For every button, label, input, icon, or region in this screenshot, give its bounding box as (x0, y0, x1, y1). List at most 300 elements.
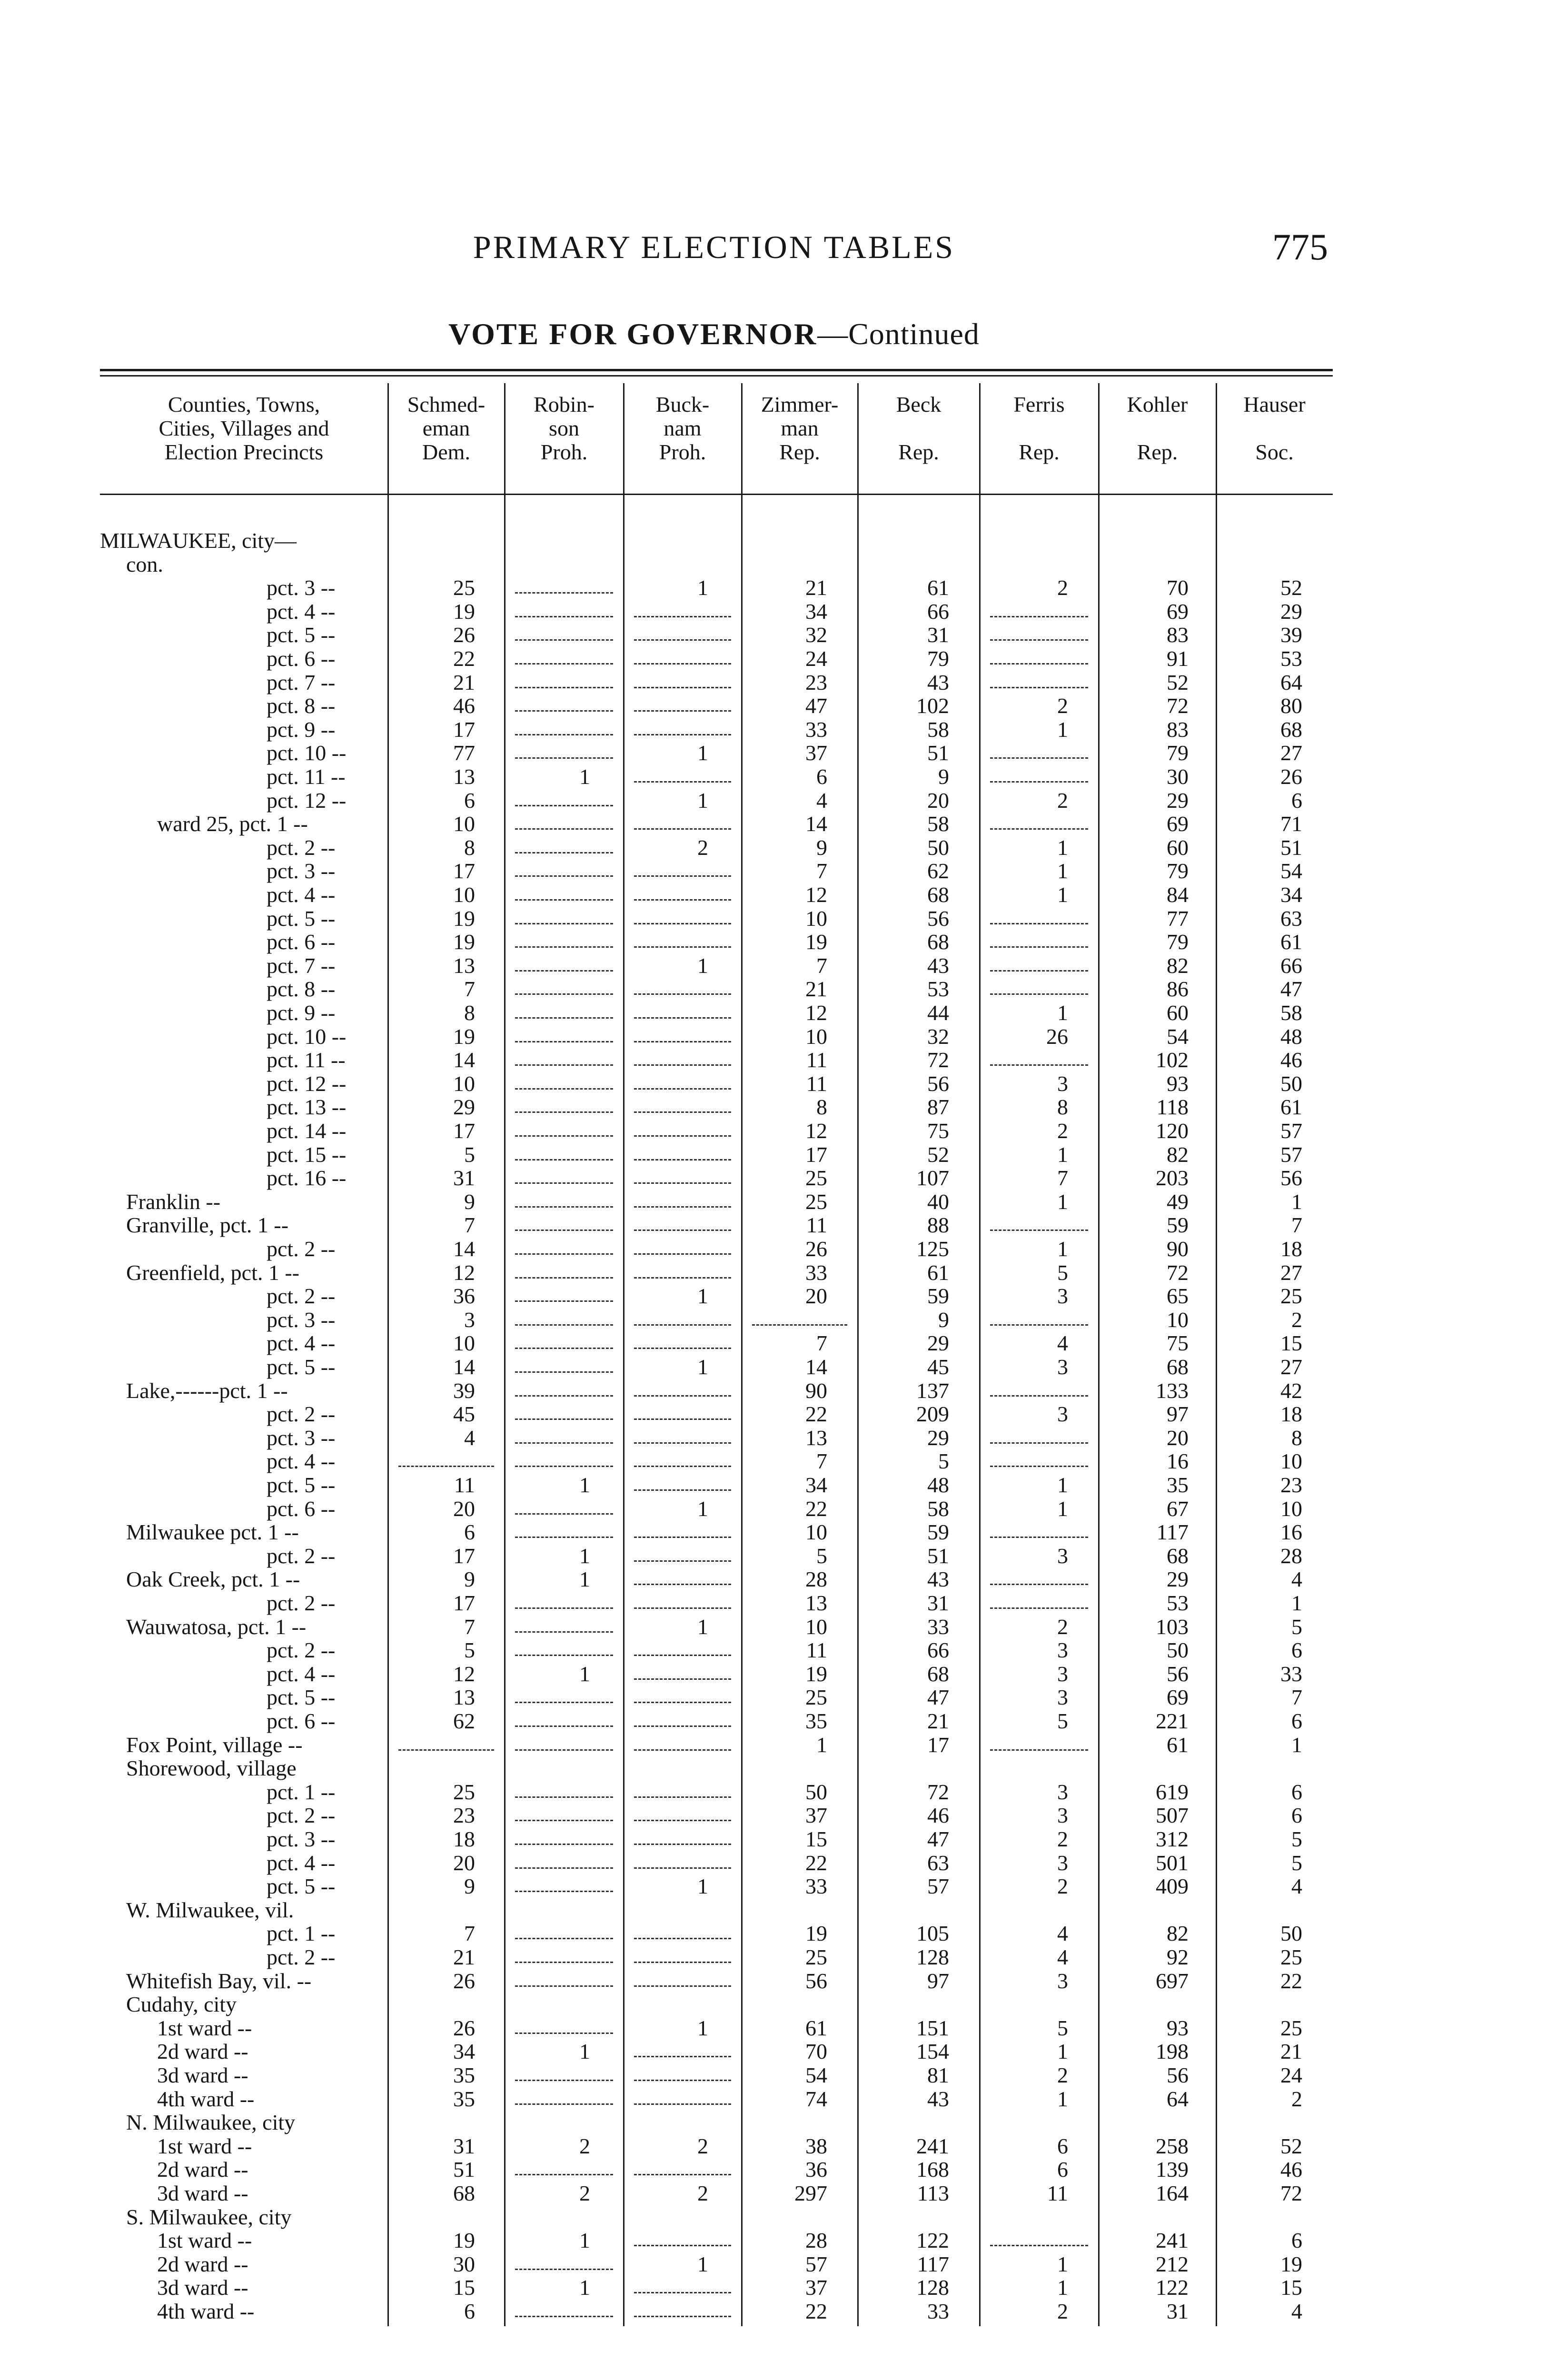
blank-dash (634, 1348, 731, 1349)
vote-count: 9 (938, 1307, 949, 1332)
vote-cell (1216, 1874, 1333, 1898)
vote-cell (388, 741, 505, 765)
blank-dash (515, 1253, 613, 1255)
vote-cell (980, 2063, 1099, 2087)
vote-cell (624, 1355, 742, 1379)
vote-count: 82 (1167, 1142, 1189, 1167)
vote-cell (505, 2229, 624, 2252)
vote-cell (388, 977, 505, 1001)
vote-cell (1216, 765, 1333, 789)
vote-cell (742, 1072, 858, 1096)
vote-count: 107 (916, 1166, 949, 1190)
vote-cell (742, 2063, 858, 2087)
column-rule (1098, 383, 1100, 2326)
blank-dash (515, 1300, 613, 1302)
vote-cell (1099, 1969, 1216, 1993)
header-line: Proh. (540, 440, 588, 464)
vote-cell (388, 2040, 505, 2063)
vote-cell (505, 1284, 624, 1308)
vote-cell (388, 671, 505, 694)
header-line: Counties, Towns, (168, 392, 320, 416)
vote-cell (1216, 2300, 1333, 2323)
vote-count: 1 (697, 575, 708, 600)
vote-count: 2 (697, 835, 708, 860)
precinct-label: pct. 2 -- (267, 835, 336, 860)
vote-cell (1099, 694, 1216, 718)
vote-count: 4 (1057, 1945, 1068, 1969)
header-candidate (388, 393, 505, 464)
vote-count: 58 (927, 812, 949, 836)
table-row (100, 1048, 1333, 1072)
vote-cell (858, 2040, 980, 2063)
vote-cell (1099, 1615, 1216, 1639)
vote-count: 6 (1291, 2228, 1302, 2253)
vote-cell (624, 1025, 742, 1049)
vote-cell (1099, 741, 1216, 765)
vote-cell (388, 1190, 505, 1214)
vote-cell (1099, 1520, 1216, 1544)
vote-cell (742, 718, 858, 742)
vote-cell (1216, 1048, 1333, 1072)
vote-cell (505, 600, 624, 624)
vote-count: 9 (816, 835, 827, 860)
vote-count: 5 (464, 1638, 475, 1663)
vote-cell (1099, 2087, 1216, 2111)
vote-count: 19 (453, 2228, 475, 2253)
blank-dash (634, 1655, 731, 1656)
vote-cell (858, 1449, 980, 1473)
vote-cell (980, 1497, 1099, 1521)
vote-count: 31 (927, 1591, 949, 1615)
vote-cell (505, 836, 624, 860)
vote-count: 34 (805, 1473, 827, 1497)
vote-cell (858, 718, 980, 742)
table-row (100, 1402, 1333, 1426)
vote-cell (742, 907, 858, 931)
vote-cell (1216, 1237, 1333, 1261)
vote-cell (980, 1567, 1099, 1591)
vote-count: 82 (1167, 1921, 1189, 1946)
blank-dash (515, 1985, 613, 1987)
vote-cell (388, 576, 505, 600)
precinct-label: pct. 6 -- (267, 1709, 336, 1733)
precinct-label: pct. 3 -- (267, 1307, 336, 1332)
precinct-label: pct. 4 -- (267, 1449, 336, 1474)
vote-cell (980, 1615, 1099, 1639)
vote-cell (388, 883, 505, 907)
header-line: Cities, Villages and (159, 416, 329, 440)
vote-count: 128 (916, 1945, 949, 1969)
blank-dash (634, 1324, 731, 1326)
vote-count: 22 (805, 1402, 827, 1427)
vote-cell (1099, 930, 1216, 954)
vote-count: 90 (1167, 1237, 1189, 1261)
vote-cell (1216, 1473, 1333, 1497)
vote-cell (624, 1874, 742, 1898)
vote-cell (742, 1355, 858, 1379)
table-row (100, 2276, 1333, 2300)
vote-count: 48 (927, 1473, 949, 1497)
vote-cell (742, 2229, 858, 2252)
vote-cell (980, 1922, 1099, 1945)
vote-count: 47 (927, 1827, 949, 1851)
vote-cell (505, 1804, 624, 1827)
vote-cell (624, 1615, 742, 1639)
vote-cell (1099, 1190, 1216, 1214)
table-row (100, 1945, 1333, 1969)
vote-cell (742, 1497, 858, 1521)
vote-cell (388, 623, 505, 647)
vote-count: 5 (464, 1142, 475, 1167)
vote-cell (858, 789, 980, 813)
blank-dash (634, 663, 731, 664)
vote-cell (624, 1402, 742, 1426)
vote-count: 29 (927, 1425, 949, 1450)
vote-cell (1099, 1072, 1216, 1096)
table-row (100, 1898, 1333, 1922)
blank-dash (634, 710, 731, 712)
vote-cell (1099, 2134, 1216, 2158)
vote-cell (505, 1733, 624, 1757)
blank-dash (634, 1867, 731, 1869)
vote-count: 79 (927, 646, 949, 671)
vote-cell (980, 1780, 1099, 1804)
vote-cell (1216, 1190, 1333, 1214)
precinct-label: Lake,------pct. 1 -- (126, 1378, 288, 1403)
vote-count: 75 (1167, 1331, 1189, 1356)
vote-count: 6 (464, 788, 475, 813)
vote-cell (980, 1379, 1099, 1403)
vote-cell (742, 576, 858, 600)
vote-cell (742, 1709, 858, 1733)
vote-count: 68 (1167, 1543, 1189, 1568)
blank-dash (990, 616, 1088, 617)
table-row (100, 1969, 1333, 1993)
precinct-label: pct. 4 -- (267, 1331, 336, 1356)
header-line: Ferris (1013, 392, 1065, 416)
vote-count: 17 (453, 859, 475, 883)
table-row (100, 859, 1333, 883)
vote-count: 52 (1280, 2133, 1302, 2158)
vote-cell (742, 1662, 858, 1686)
table-row (100, 1497, 1333, 1521)
vote-cell (1099, 2063, 1216, 2087)
precinct-label: pct. 2 -- (267, 1402, 336, 1427)
vote-cell (858, 1355, 980, 1379)
vote-count: 7 (816, 1331, 827, 1356)
vote-cell (388, 1119, 505, 1143)
vote-cell (1216, 977, 1333, 1001)
vote-cell (1099, 812, 1216, 836)
vote-cell (505, 1520, 624, 1544)
vote-cell (1099, 1001, 1216, 1025)
vote-cell (742, 1686, 858, 1709)
vote-cell (858, 836, 980, 860)
vote-cell (980, 859, 1099, 883)
blank-dash (515, 1418, 613, 1420)
vote-count: 90 (805, 1378, 827, 1403)
vote-cell (742, 2252, 858, 2276)
vote-count: 12 (453, 1661, 475, 1686)
vote-count: 35 (805, 1709, 827, 1733)
vote-count: 21 (805, 575, 827, 600)
table-row (100, 1095, 1333, 1119)
vote-cell (624, 1308, 742, 1332)
vote-cell (624, 2016, 742, 2040)
vote-cell (742, 1190, 858, 1214)
vote-cell (388, 1638, 505, 1662)
vote-cell (742, 600, 858, 624)
table-row (100, 529, 1333, 553)
table-row (100, 623, 1333, 647)
vote-count: 33 (805, 717, 827, 742)
precinct-label: pct. 2 -- (267, 1237, 336, 1261)
vote-cell (1099, 977, 1216, 1001)
vote-count: 25 (453, 1779, 475, 1804)
vote-cell (980, 1190, 1099, 1214)
blank-dash (515, 2103, 613, 2105)
vote-cell (742, 1851, 858, 1875)
vote-cell (1216, 1851, 1333, 1875)
vote-cell (1099, 2016, 1216, 2040)
vote-cell (624, 1922, 742, 1945)
vote-cell (1216, 2229, 1333, 2252)
vote-count: 3 (1057, 1638, 1068, 1663)
precinct-label: pct. 12 -- (267, 1071, 347, 1096)
vote-cell (388, 1331, 505, 1355)
header-line (980, 416, 1099, 440)
vote-cell (624, 647, 742, 671)
vote-count: 1 (1057, 2251, 1068, 2276)
vote-cell (858, 1095, 980, 1119)
vote-count: 8 (1291, 1425, 1302, 1450)
precinct-label: 3d ward -- (157, 2275, 248, 2300)
vote-cell (1099, 576, 1216, 600)
vote-count: 53 (1280, 646, 1302, 671)
vote-cell (388, 1308, 505, 1332)
vote-count: 3 (1057, 1071, 1068, 1096)
vote-cell (505, 812, 624, 836)
vote-count: 72 (1167, 694, 1189, 718)
vote-count: 1 (1057, 2086, 1068, 2111)
vote-count: 79 (1167, 859, 1189, 883)
vote-count: 88 (927, 1213, 949, 1238)
vote-count: 21 (805, 977, 827, 1002)
vote-count: 102 (1156, 1048, 1189, 1072)
vote-count: 82 (1167, 953, 1189, 978)
vote-count: 4 (816, 788, 827, 813)
blank-dash (515, 1513, 613, 1515)
vote-count: 69 (1167, 599, 1189, 624)
blank-dash (634, 1962, 731, 1963)
vote-cell (1216, 1261, 1333, 1285)
vote-cell (858, 2276, 980, 2300)
vote-count: 33 (1280, 1661, 1302, 1686)
vote-count: 139 (1156, 2157, 1189, 2182)
vote-count: 2 (1057, 1119, 1068, 1143)
vote-cell (1216, 1567, 1333, 1591)
vote-cell (1216, 1804, 1333, 1827)
vote-count: 17 (453, 1543, 475, 1568)
vote-count: 6 (1057, 2133, 1068, 2158)
vote-cell (388, 694, 505, 718)
vote-cell (1099, 1851, 1216, 1875)
blank-dash (515, 993, 613, 995)
vote-cell (1216, 812, 1333, 836)
vote-cell (505, 694, 624, 718)
vote-count: 10 (453, 812, 475, 836)
vote-cell (980, 954, 1099, 978)
vote-cell (388, 600, 505, 624)
table-row (100, 2300, 1333, 2323)
blank-dash (634, 875, 731, 877)
vote-cell (742, 765, 858, 789)
vote-cell (1099, 836, 1216, 860)
vote-cell (1099, 718, 1216, 742)
vote-cell (505, 1709, 624, 1733)
vote-count: 10 (453, 1331, 475, 1356)
precinct-label: 1st ward -- (157, 2133, 252, 2158)
blank-dash (990, 2245, 1088, 2246)
vote-count: 35 (453, 2086, 475, 2111)
vote-count: 7 (464, 977, 475, 1002)
vote-cell (1099, 1544, 1216, 1568)
blank-dash (634, 2174, 731, 2175)
page-number: 775 (1272, 226, 1328, 268)
blank-dash (990, 970, 1088, 972)
precinct-label: pct. 6 -- (267, 930, 336, 954)
vote-cell (858, 1544, 980, 1568)
vote-count: 9 (938, 764, 949, 789)
blank-dash (634, 1111, 731, 1113)
vote-count: 3 (1057, 1661, 1068, 1686)
precinct-label: pct. 5 -- (267, 1355, 336, 1379)
vote-count: 86 (1167, 977, 1189, 1002)
vote-cell (1216, 930, 1333, 954)
vote-cell (1099, 1827, 1216, 1851)
table-row (100, 2229, 1333, 2252)
blank-dash (634, 1182, 731, 1184)
vote-cell (980, 1733, 1099, 1757)
vote-cell (742, 859, 858, 883)
vote-cell (624, 694, 742, 718)
vote-count: 1 (1057, 1473, 1068, 1497)
vote-count: 51 (453, 2157, 475, 2182)
vote-count: 125 (916, 1237, 949, 1261)
vote-cell (858, 2229, 980, 2252)
vote-count: 27 (1280, 741, 1302, 765)
vote-count: 53 (1167, 1591, 1189, 1615)
vote-cell (980, 907, 1099, 931)
vote-count: 10 (1280, 1496, 1302, 1521)
blank-dash (634, 2103, 731, 2105)
vote-count: 97 (1167, 1402, 1189, 1427)
header-line: Rep. (1019, 440, 1060, 464)
vote-count: 57 (927, 1874, 949, 1899)
vote-count: 2 (1057, 694, 1068, 718)
vote-cell (980, 1804, 1099, 1827)
vote-cell (742, 1733, 858, 1757)
vote-cell (858, 812, 980, 836)
vote-count: 7 (1057, 1166, 1068, 1190)
precinct-label: Franklin -- (126, 1189, 221, 1214)
vote-cell (980, 1874, 1099, 1898)
precinct-label: Cudahy, city (126, 1992, 237, 2017)
vote-cell (624, 1143, 742, 1167)
precinct-label: pct. 6 -- (267, 646, 336, 671)
vote-cell (980, 741, 1099, 765)
vote-count: 10 (1167, 1307, 1189, 1332)
vote-cell (858, 1143, 980, 1167)
vote-count: 12 (805, 883, 827, 907)
vote-count: 28 (805, 1567, 827, 1592)
vote-count: 3 (1057, 1543, 1068, 1568)
vote-count: 2 (579, 2133, 590, 2158)
vote-cell (980, 1355, 1099, 1379)
vote-cell (505, 2040, 624, 2063)
vote-count: 29 (1167, 1567, 1189, 1592)
vote-cell (980, 1025, 1099, 1049)
vote-cell (388, 1733, 505, 1757)
precinct-label: Fox Point, village -- (126, 1732, 303, 1757)
vote-cell (1099, 1261, 1216, 1285)
vote-cell (858, 576, 980, 600)
blank-dash (990, 1466, 1088, 1467)
vote-cell (1216, 2276, 1333, 2300)
vote-cell (1216, 1733, 1333, 1757)
blank-dash (515, 875, 613, 877)
blank-dash (990, 1064, 1088, 1066)
vote-cell (1216, 1379, 1333, 1403)
vote-count: 27 (1280, 1260, 1302, 1285)
vote-cell (624, 859, 742, 883)
blank-dash (634, 1938, 731, 1939)
precinct-label: pct. 1 -- (267, 1921, 336, 1946)
vote-count: 203 (1156, 1166, 1189, 1190)
vote-cell (742, 1544, 858, 1568)
vote-cell (742, 1473, 858, 1497)
table-row (100, 1449, 1333, 1473)
vote-cell (1099, 1709, 1216, 1733)
vote-count: 4 (1057, 1331, 1068, 1356)
vote-count: 2 (1057, 1614, 1068, 1639)
vote-cell (742, 2016, 858, 2040)
vote-count: 6 (1291, 1638, 1302, 1663)
vote-cell (1216, 1827, 1333, 1851)
vote-cell (1099, 1166, 1216, 1190)
table-row (100, 812, 1333, 836)
header-line (1099, 416, 1216, 440)
vote-count: 5 (1057, 1709, 1068, 1733)
blank-dash (515, 1891, 613, 1892)
vote-count: 19 (453, 1024, 475, 1049)
vote-count: 21 (453, 1945, 475, 1969)
blank-dash (634, 1230, 731, 1231)
table-row (100, 1544, 1333, 1568)
blank-dash (990, 1324, 1088, 1326)
vote-cell (742, 977, 858, 1001)
vote-count: 21 (1280, 2039, 1302, 2064)
vote-cell (624, 1166, 742, 1190)
vote-cell (858, 1308, 980, 1332)
precinct-label: S. Milwaukee, city (126, 2204, 292, 2229)
vote-cell (1216, 1591, 1333, 1615)
precinct-label: pct. 10 -- (267, 1024, 347, 1049)
vote-cell (505, 1025, 624, 1049)
table-row (100, 1025, 1333, 1049)
vote-count: 3 (1057, 1685, 1068, 1710)
vote-count: 3 (464, 1307, 475, 1332)
